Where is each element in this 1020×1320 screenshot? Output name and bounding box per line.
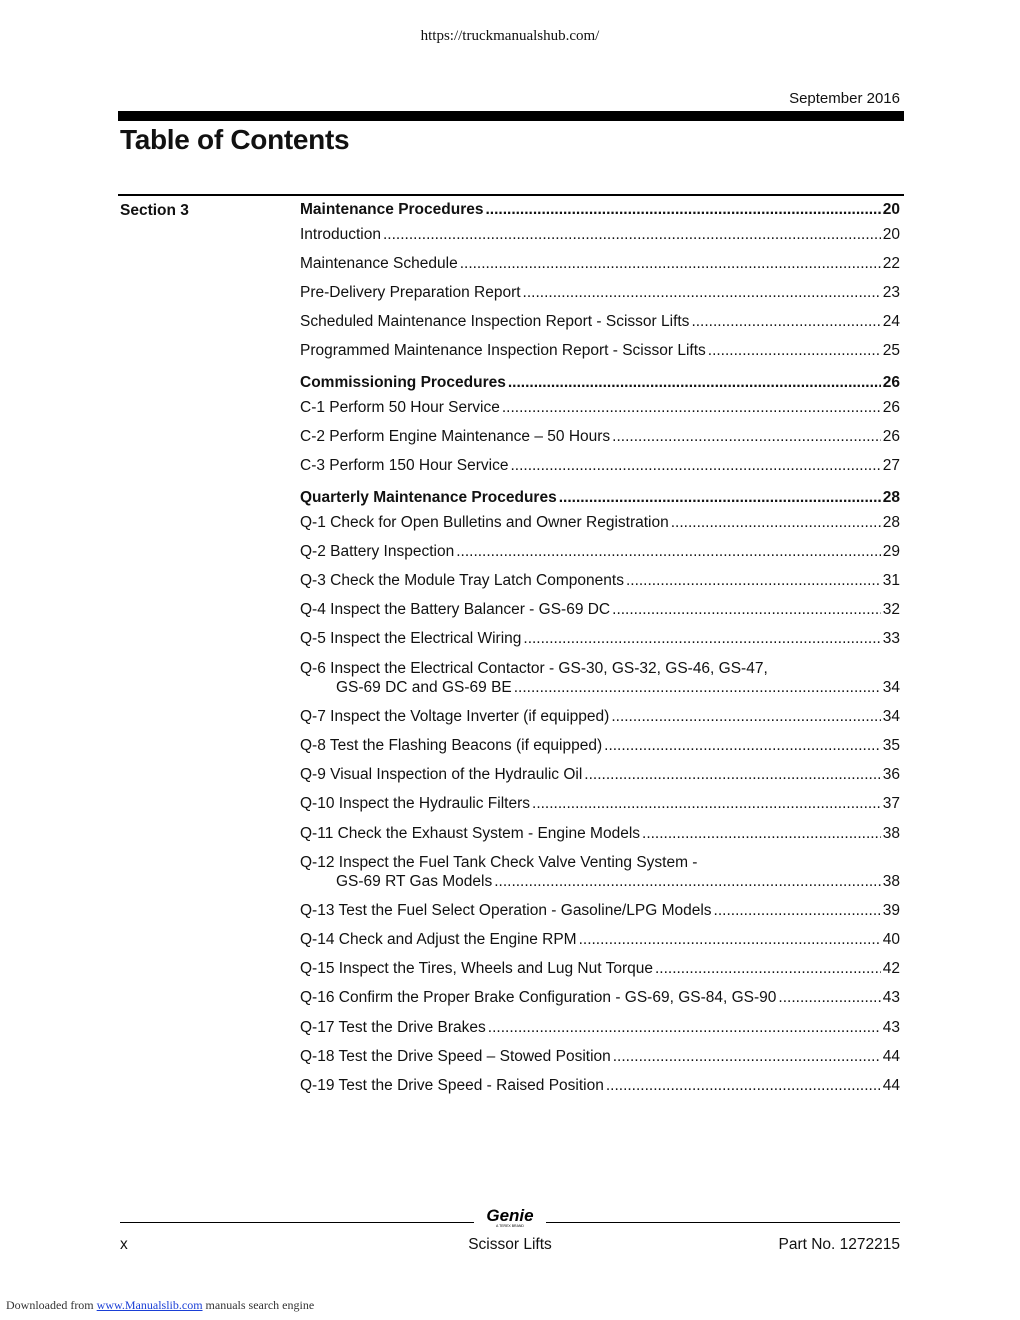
toc-page-number: 34	[882, 707, 900, 725]
toc-entry[interactable]	[300, 225, 900, 244]
toc-page-number: 42	[882, 960, 900, 978]
toc-entry-text: Q-8 Test the Flashing Beacons (if equipped)	[300, 736, 603, 754]
toc-heading[interactable]	[300, 373, 900, 392]
toc-entry-text: Q-18 Test the Drive Speed – Stowed Position	[300, 1047, 611, 1065]
toc-entry[interactable]	[300, 736, 900, 755]
toc-entry[interactable]	[300, 398, 900, 417]
leader-dots	[502, 398, 881, 417]
toc-page-number: 35	[882, 736, 900, 754]
footer-rule-right	[546, 1222, 900, 1223]
leader-dots	[383, 225, 881, 244]
toc-entry-text: Q-14 Check and Adjust the Engine RPM	[300, 931, 577, 949]
leader-dots	[584, 765, 880, 784]
leader-dots	[691, 312, 880, 331]
toc-entry[interactable]	[300, 312, 900, 331]
genie-logo-text: Genie	[486, 1206, 534, 1225]
toc-entry-text: Q-7 Inspect the Voltage Inverter (if equipped)	[300, 707, 610, 725]
toc-entry-text: Q-15 Inspect the Tires, Wheels and Lug Nut Torque	[300, 960, 653, 978]
footer-title: Scissor Lifts	[468, 1236, 552, 1253]
leader-dots	[532, 794, 881, 813]
toc-entry[interactable]	[300, 794, 900, 813]
toc-page-number: 28	[882, 489, 900, 507]
toc-entry-text: Maintenance Schedule	[300, 254, 458, 272]
toc-page-number: 44	[882, 1047, 900, 1065]
toc-page-number: 31	[882, 572, 900, 589]
toc-entry-text: Q-12 Inspect the Fuel Tank Check Valve Venting System -	[300, 853, 698, 871]
toc-entry-text: Q-9 Visual Inspection of the Hydraulic Oil	[300, 766, 583, 784]
toc-heading[interactable]	[300, 200, 900, 219]
leader-dots	[559, 488, 881, 507]
footer-rule-left	[120, 1222, 474, 1223]
toc-page-number: 26	[882, 398, 900, 416]
leader-dots	[606, 1076, 881, 1095]
genie-logo	[476, 1206, 544, 1228]
toc-page-number: 33	[882, 630, 900, 648]
toc-group-commissioning	[300, 373, 900, 475]
leader-dots	[642, 824, 881, 843]
toc-entry[interactable]	[300, 988, 900, 1007]
leader-dots	[708, 341, 881, 360]
page-number-roman: x	[120, 1236, 128, 1253]
header-rule	[118, 111, 904, 121]
toc-entry[interactable]	[300, 824, 900, 843]
toc-entry[interactable]	[300, 542, 900, 561]
leader-dots	[488, 1018, 881, 1037]
toc-page-number: 37	[882, 795, 900, 813]
toc-page-number: 38	[882, 872, 900, 890]
toc-page-number: 28	[882, 513, 900, 531]
toc-heading-text: Commissioning Procedures	[300, 374, 506, 392]
toc-page-number: 23	[882, 283, 900, 301]
toc-group-quarterly	[300, 488, 900, 1095]
toc-page-number: 38	[882, 824, 900, 842]
toc-entry[interactable]	[300, 600, 900, 619]
leader-dots	[510, 456, 880, 475]
toc-entry[interactable]	[300, 283, 900, 302]
leader-dots	[494, 872, 881, 891]
leader-dots	[604, 736, 881, 755]
download-suffix: manuals search engine	[205, 1298, 315, 1312]
toc-entry-text: Scheduled Maintenance Inspection Report - Scissor Lifts	[300, 313, 690, 331]
toc-page-number: 20	[882, 225, 900, 243]
toc-entry-text: Q-2 Battery Inspection	[300, 542, 455, 560]
leader-dots	[514, 678, 881, 697]
toc-entry-text: Programmed Maintenance Inspection Report - Scissor Lifts	[300, 342, 706, 360]
toc-heading[interactable]	[300, 488, 900, 507]
toc-entry-text: C-3 Perform 150 Hour Service	[300, 457, 509, 475]
toc-entry[interactable]	[300, 1076, 900, 1095]
toc-heading-text: Quarterly Maintenance Procedures	[300, 489, 557, 507]
toc-page-number: 27	[882, 457, 900, 475]
toc-entry-text: Q-6 Inspect the Electrical Contactor - GS-30, GS-32, GS-46, GS-47,	[300, 659, 768, 677]
toc-heading-text: Maintenance Procedures	[300, 201, 484, 218]
toc-entry[interactable]	[300, 254, 900, 273]
toc-page-number: 29	[882, 542, 900, 560]
toc-entry[interactable]	[300, 853, 900, 891]
toc-page-number: 26	[882, 374, 900, 392]
toc-entry[interactable]	[300, 707, 900, 726]
toc-entry-text: C-2 Perform Engine Maintenance – 50 Hours	[300, 427, 611, 445]
toc-page-number: 43	[882, 989, 900, 1007]
toc-entry[interactable]	[300, 427, 900, 446]
leader-dots	[456, 542, 881, 561]
leader-dots	[579, 930, 881, 949]
leader-dots	[626, 571, 881, 590]
toc-entry[interactable]	[300, 341, 900, 360]
leader-dots	[612, 600, 881, 619]
toc-entry[interactable]	[300, 571, 900, 590]
toc-entry-text: Introduction	[300, 225, 381, 243]
toc-entry[interactable]	[300, 456, 900, 475]
leader-dots	[460, 254, 881, 273]
document-date: September 2016	[789, 90, 900, 107]
toc-entry[interactable]	[300, 629, 900, 648]
toc-entry[interactable]	[300, 1047, 900, 1066]
download-prefix: Downloaded from	[6, 1298, 94, 1312]
toc-entry[interactable]	[300, 1018, 900, 1037]
toc-page-number: 32	[882, 601, 900, 619]
toc-entry[interactable]	[300, 513, 900, 532]
toc-page-number: 22	[882, 254, 900, 272]
toc-page-number: 43	[882, 1018, 900, 1036]
toc-page-number: 34	[882, 678, 900, 696]
toc-entry-text: Q-11 Check the Exhaust System - Engine Models	[300, 824, 641, 842]
toc-entry[interactable]	[300, 659, 900, 697]
leader-dots	[671, 513, 881, 532]
toc-entry-text: Pre-Delivery Preparation Report	[300, 283, 521, 301]
leader-dots	[714, 901, 881, 920]
toc-entry[interactable]	[300, 930, 900, 949]
leader-dots	[523, 283, 881, 302]
leader-dots	[778, 988, 880, 1007]
page-title: Table of Contents	[120, 124, 350, 155]
toc-page-number: 20	[882, 201, 900, 218]
leader-dots	[508, 373, 881, 392]
toc-page-number: 36	[882, 766, 900, 784]
part-number: Part No. 1272215	[778, 1236, 900, 1253]
toc-entry[interactable]	[300, 959, 900, 978]
leader-dots	[611, 707, 880, 726]
source-url: https://truckmanualshub.com/	[420, 28, 600, 44]
toc-entry-text: Q-4 Inspect the Battery Balancer - GS-69 DC	[300, 601, 611, 619]
toc-page-number: 26	[882, 427, 900, 445]
toc-entry-text: Q-16 Confirm the Proper Brake Configuration - GS-69, GS-84, GS-90	[300, 989, 777, 1007]
manualslib-link[interactable]: www.Manualslib.com	[96, 1298, 203, 1312]
toc-entry[interactable]	[300, 901, 900, 920]
toc-group-maintenance	[300, 200, 900, 360]
table-of-contents	[300, 200, 900, 1108]
section-label: Section 3	[120, 202, 189, 219]
leader-dots	[485, 200, 880, 219]
toc-entry-text: Q-5 Inspect the Electrical Wiring	[300, 630, 522, 648]
leader-dots	[523, 629, 880, 648]
toc-page-number: 24	[882, 313, 900, 331]
leader-dots	[613, 1047, 881, 1066]
toc-entry-text: C-1 Perform 50 Hour Service	[300, 398, 500, 416]
toc-entry-text: Q-10 Inspect the Hydraulic Filters	[300, 795, 531, 813]
leader-dots	[655, 959, 881, 978]
toc-entry-text: Q-19 Test the Drive Speed - Raised Position	[300, 1077, 604, 1094]
toc-page-number: 39	[882, 901, 900, 919]
toc-entry-text: Q-13 Test the Fuel Select Operation - Gasoline/LPG Models	[300, 901, 712, 919]
toc-entry-text: Q-3 Check the Module Tray Latch Components	[300, 572, 624, 589]
toc-entry-text-continued: GS-69 RT Gas Models	[336, 872, 493, 890]
toc-entry-text: Q-17 Test the Drive Brakes	[300, 1018, 486, 1036]
toc-entry-text: Q-1 Check for Open Bulletins and Owner Registration	[300, 513, 669, 531]
toc-entry[interactable]	[300, 765, 900, 784]
toc-page-number: 40	[882, 931, 900, 949]
toc-page-number: 25	[882, 342, 900, 360]
toc-page-number: 44	[882, 1077, 900, 1094]
section-divider	[118, 194, 904, 196]
download-notice	[6, 1298, 314, 1313]
toc-entry-text-continued: GS-69 DC and GS-69 BE	[336, 678, 512, 696]
genie-logo-subtext: A TEREX BRAND	[496, 1224, 524, 1228]
leader-dots	[612, 427, 881, 446]
